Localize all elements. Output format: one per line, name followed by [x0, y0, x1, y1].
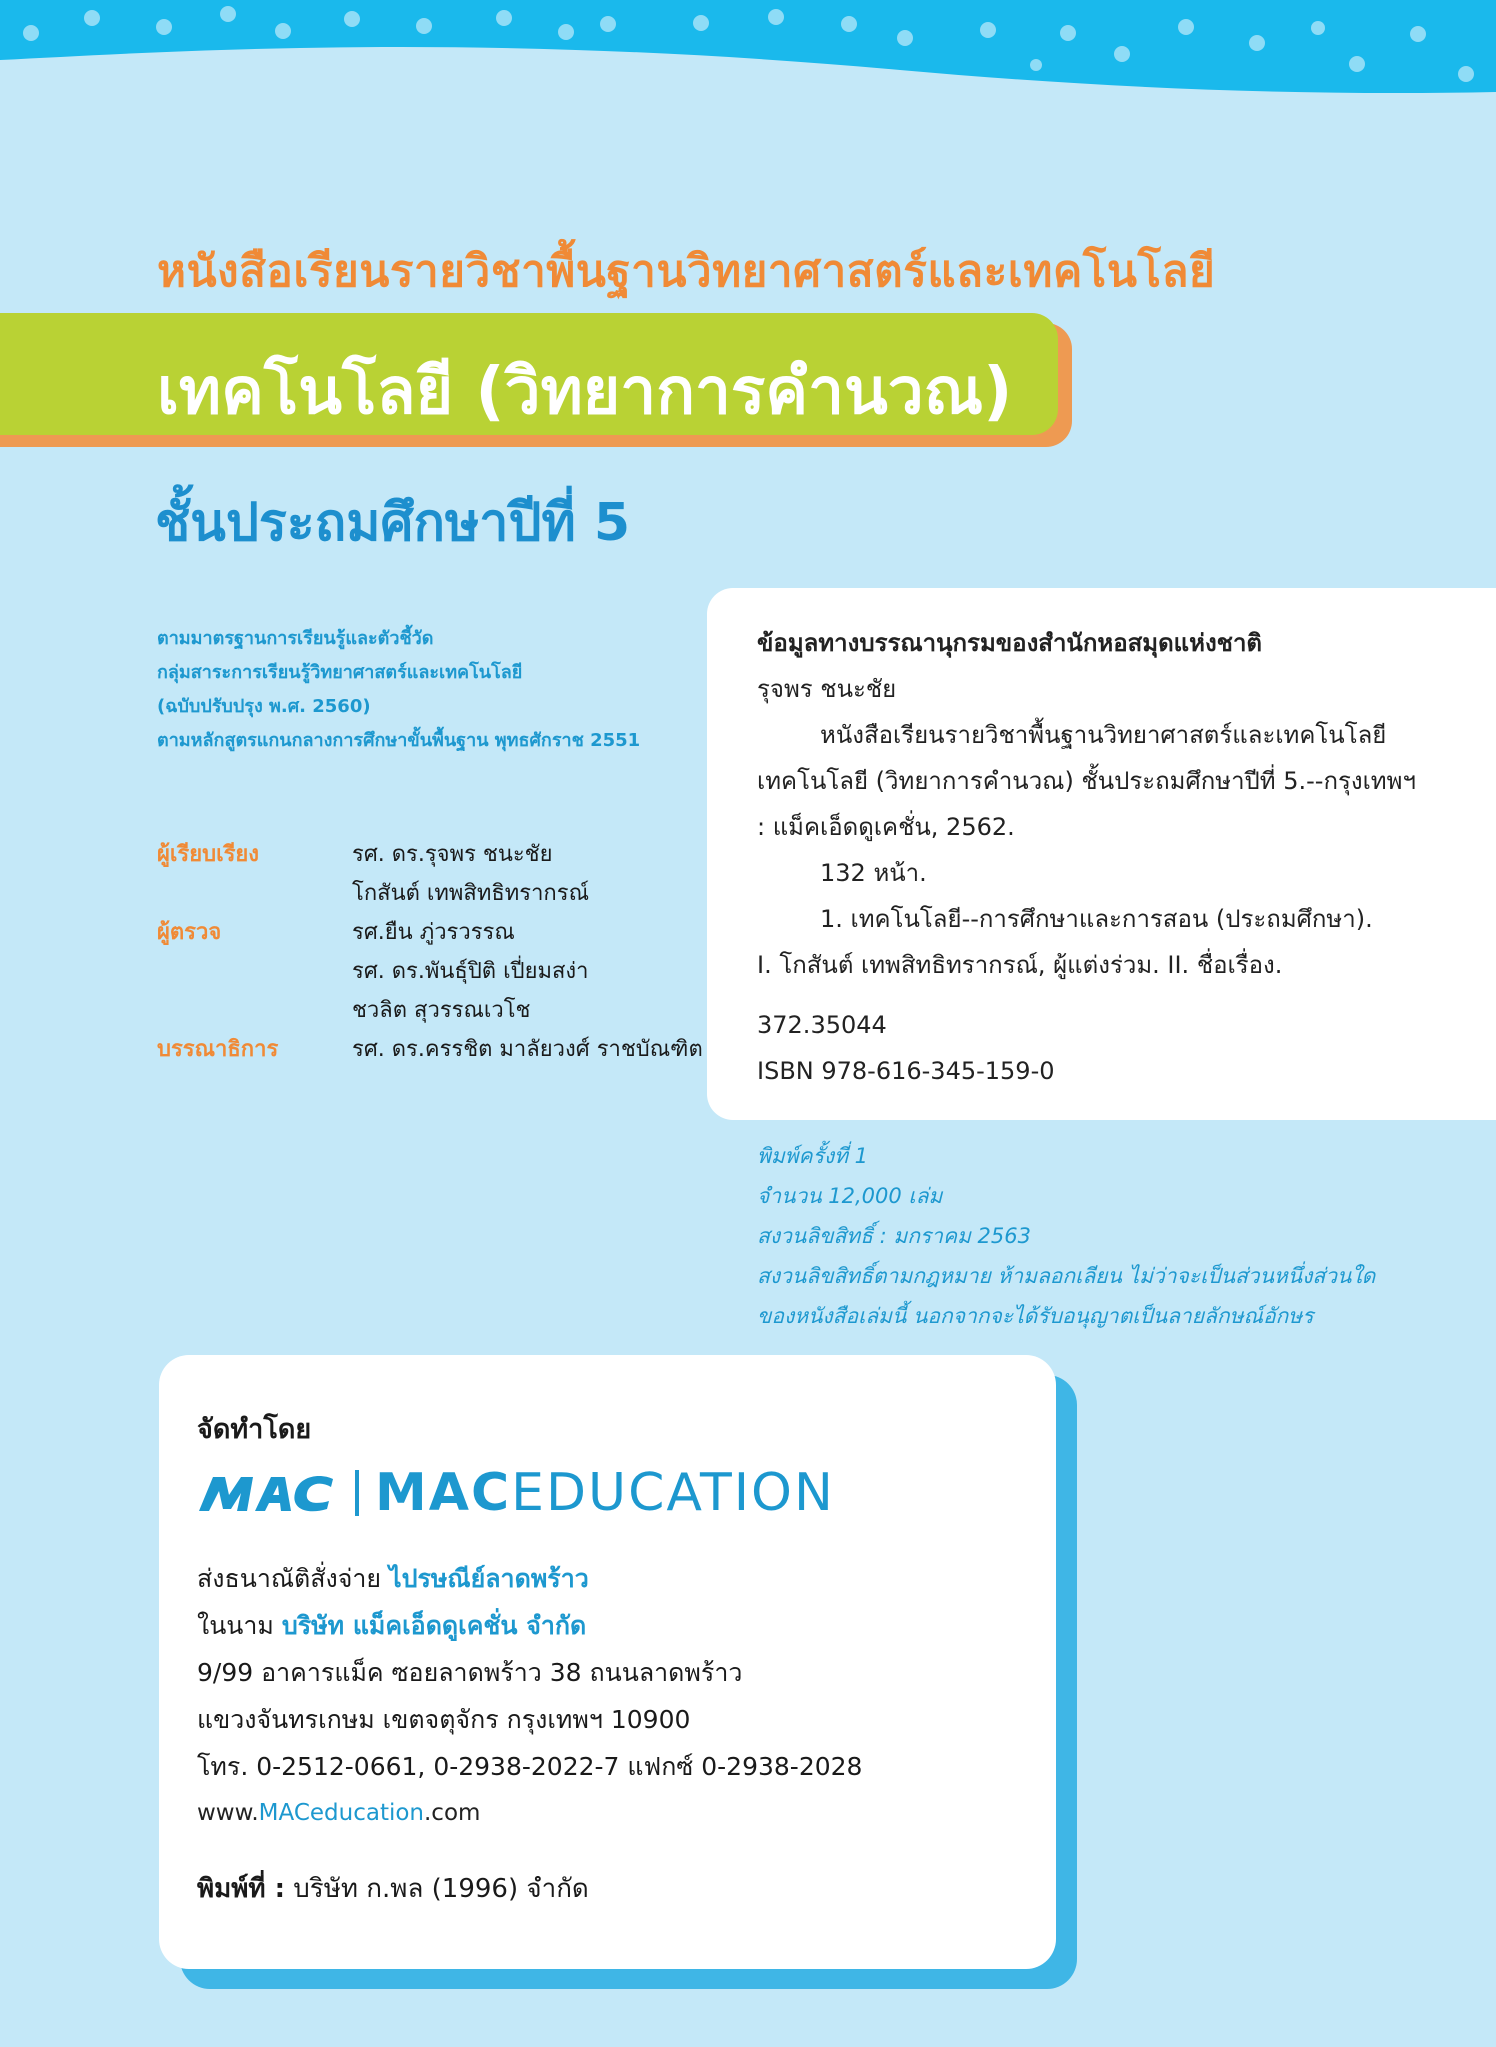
cataloging-panel: [707, 588, 1496, 1120]
credit-row: [157, 913, 703, 952]
credit-row: [157, 952, 703, 991]
credit-role: ผู้เรียบเรียง: [157, 842, 260, 867]
logo-wordmark: [375, 1463, 835, 1523]
credit-row: [157, 835, 703, 874]
print-info-line: สงวนลิขสิทธิ์ : มกราคม 2563: [757, 1224, 1031, 1248]
mac-education-logo: [195, 1463, 835, 1523]
credit-name: โกสันต์ เทพสิทธิทรากรณ์: [352, 881, 589, 906]
phone-line: โทร. 0-2512-0661, 0-2938-2022-7 แฟกซ์ 0-2938-2028: [197, 1752, 863, 1781]
catalog-roman: I. โกสันต์ เทพสิทธิทรากรณ์, ผู้แต่งร่วม. II. ชื่อเรื่อง.: [757, 951, 1283, 979]
payee-name: บริษัท แม็คเอ็ดดูเคชั่น จำกัด: [281, 1611, 587, 1640]
grade-level: ชั้นประถมศึกษาปีที่ 5: [155, 493, 631, 553]
catalog-class-number: 372.35044: [757, 1011, 887, 1039]
catalog-author: รุจพร ชนะชัย: [757, 675, 897, 703]
standards-line: ตามมาตรฐานการเรียนรู้และตัวชี้วัด: [157, 628, 434, 649]
credit-role: [157, 952, 352, 991]
standards-line: ตามหลักสูตรแกนกลางการศึกษาขั้นพื้นฐาน พุทธศักราช 2551: [157, 730, 641, 751]
printer-name: บริษัท ก.พล (1996) จำกัด: [293, 1874, 589, 1904]
print-info-line: ของหนังสือเล่มนี้ นอกจากจะได้รับอนุญาตเป็นลายลักษณ์อักษร: [757, 1304, 1314, 1328]
money-order-prefix: ส่งธนาณัติสั่งจ่าย: [197, 1564, 382, 1593]
print-info-line: สงวนลิขสิทธิ์ตามกฎหมาย ห้ามลอกเลียน ไม่ว่าจะเป็นส่วนหนึ่งส่วนใด: [757, 1264, 1376, 1288]
payee-line: [197, 1602, 862, 1649]
subject-line: หนังสือเรียนรายวิชาพื้นฐานวิทยาศาสตร์และเทคโนโลยี: [157, 246, 1216, 297]
credit-role: บรรณาธิการ: [157, 1037, 279, 1062]
credit-name: รศ. ดร.ครรชิต มาลัยวงศ์ ราชบัณฑิต: [352, 1037, 703, 1062]
address-line: 9/99 อาคารแม็ค ซอยลาดพร้าว 38 ถนนลาดพร้าว: [197, 1658, 743, 1687]
print-info-line: พิมพ์ครั้งที่ 1: [757, 1144, 868, 1168]
credit-row: [157, 874, 703, 913]
logo-text-bold: MAC: [375, 1463, 512, 1523]
publisher-card: [159, 1355, 1056, 1969]
credit-role: [157, 874, 352, 913]
web-brand: MACeducation: [258, 1800, 424, 1826]
standards-line: กลุ่มสาระการเรียนรู้วิทยาศาสตร์และเทคโนโลยี: [157, 662, 523, 683]
printer-label: พิมพ์ที่ :: [197, 1874, 286, 1904]
catalog-line: เทคโนโลยี (วิทยาการคำนวณ) ชั้นประถมศึกษาปีที่ 5.--กรุงเทพฯ: [757, 767, 1416, 795]
publisher-details: [197, 1555, 862, 1837]
credit-row: [157, 1030, 703, 1069]
money-order-line: [197, 1555, 862, 1602]
standards-line: (ฉบับปรับปรุง พ.ศ. 2560): [157, 696, 371, 717]
address-line: แขวงจันทรเกษม เขตจตุจักร กรุงเทพฯ 10900: [197, 1705, 691, 1734]
catalog-line: : แม็คเอ็ดดูเคชั่น, 2562.: [757, 813, 1015, 841]
website-link[interactable]: [197, 1790, 862, 1837]
payee-prefix: ในนาม: [197, 1611, 274, 1640]
credit-role: [157, 991, 352, 1030]
publisher-label: จัดทำโดย: [197, 1414, 312, 1445]
credit-row: [157, 991, 703, 1030]
logo-divider: [355, 1470, 359, 1516]
credit-name: รศ. ดร.พันธุ์ปิติ เปี่ยมสง่า: [352, 959, 589, 984]
web-prefix: www.: [197, 1800, 259, 1826]
money-order-office: ไปรษณีย์ลาดพร้าว: [389, 1564, 589, 1593]
catalog-pages: 132 หน้า.: [820, 859, 927, 887]
credit-name: รศ. ดร.รุจพร ชนะชัย: [352, 842, 553, 867]
print-info: [757, 1136, 1375, 1336]
print-info-line: จำนวน 12,000 เล่ม: [757, 1184, 943, 1208]
credits-list: [157, 835, 703, 1069]
catalog-isbn: ISBN 978-616-345-159-0: [757, 1057, 1055, 1085]
standards-block: [157, 622, 640, 758]
mac-logo-icon: [195, 1471, 337, 1515]
credit-name: ชวลิต สุวรรณเวโช: [352, 998, 531, 1023]
banner-title: เทคโนโลยี (วิทยาการคำนวณ): [157, 355, 1013, 429]
catalog-title: ข้อมูลทางบรรณานุกรมของสำนักหอสมุดแห่งชาติ: [757, 629, 1263, 657]
credit-role: ผู้ตรวจ: [157, 920, 222, 945]
catalog-line: หนังสือเรียนรายวิชาพื้นฐานวิทยาศาสตร์และเทคโนโลยี: [820, 721, 1387, 749]
catalog-subject: 1. เทคโนโลยี--การศึกษาและการสอน (ประถมศึกษา).: [820, 905, 1373, 933]
web-suffix: .com: [424, 1800, 481, 1826]
credit-name: รศ.ยืน ภู่วรวรรณ: [352, 920, 515, 945]
printer-line: [197, 1868, 589, 1909]
logo-text-light: EDUCATION: [511, 1463, 835, 1523]
top-wave-decoration: [0, 0, 1496, 110]
